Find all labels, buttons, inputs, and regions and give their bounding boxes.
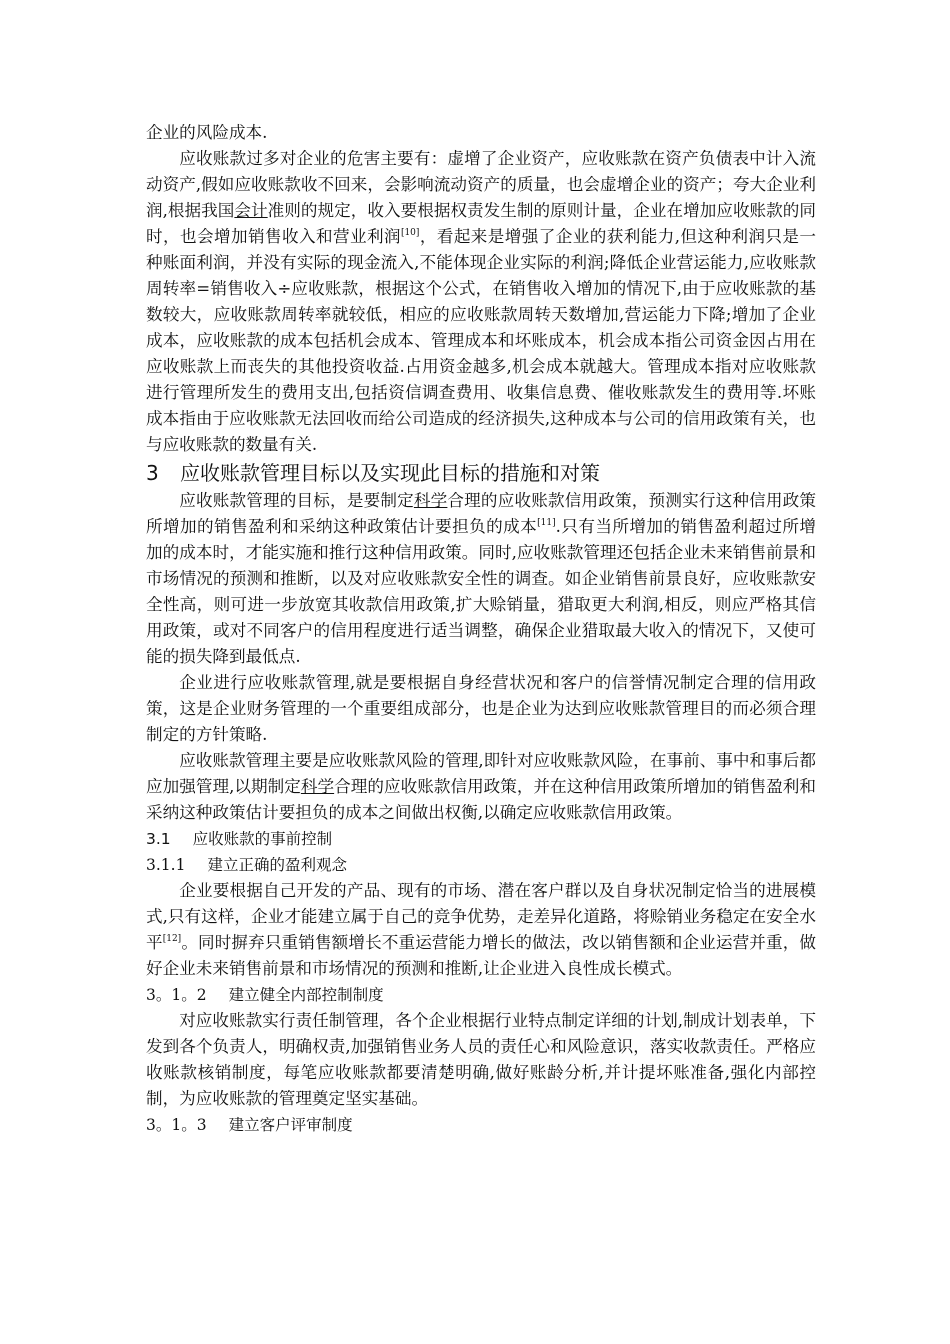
citation-11: [11] [537,518,556,528]
paragraph-2-text-a: 应收账款过多对企业的危害主要有：虚增了企业资产，应收账款在资产负债表中计入流动资产,假如应收账款收不回来，会影响流动资产的质量，也会虚增企业的资产；夸大企业利润,根据我国 [146,149,816,220]
paragraph-3-text-b: 合理的应收账款信用政策，预测实行这种信用政策所增加的销售盈利和采纳这种政策估计要担负的成本 [146,491,817,536]
link-science[interactable]: 科学 [413,491,448,510]
paragraph-7: 对应收账款实行责任制管理，各个企业根据行业特点制定详细的计划,制成计划表单，下发到各个负责人，明确权责,加强销售业务人员的责任心和风险意识，落实收款责任。严格应收账款核销制度，每笔应收账款都要清楚明确,做好账龄分析,并计提坏账准备,强化内部控制，为应收账款的管理奠定坚实基础。 [146,1011,816,1108]
subsubsection-heading-3-1-1 [146,852,816,878]
subsubsection-title: 建立客户评审制度 [228,1116,353,1134]
paragraph-6-text-b: 。同时摒弃只重销售额增长不重运营能力增长的做法，改以销售额和企业运营并重，做好企业未来销售前景和市场情况的预测和推断,让企业进入良性成长模式。 [146,933,817,978]
subsubsection-number: 3.1.1 [146,856,186,874]
subsection-number: 3.1 [146,830,171,848]
paragraph-3-text-c: .只有当所增加的销售盈利超过所增加的成本时，才能实施和推行这种信用政策。同时,应收账款管理还包括企业未来销售前景和市场情况的预测和推断，以及对应收账款安全性的调查。如企业销售前景良好，应收账款安全性高，则可进一步放宽其收款信用政策,扩大赊销量，猎取更大利润,相反，则应严格其信用政策，或对不同客户的信用程度进行适当调整，确保企业猎取最大收入的情况下，又使可能的损失降到最低点. [146,517,816,666]
section-title: 应收账款管理目标以及实现此目标的措施和对策 [180,461,600,485]
section-heading-3 [146,458,816,488]
paragraph-3-text-a: 应收账款管理的目标，是要制定 [179,491,414,510]
paragraph-6-text-a: 企业要根据自己开发的产品、现有的市场、潜在客户群以及自身状况制定恰当的进展模式,只有这样，企业才能建立属于自己的竞争优势，走差异化道路，将赊销业务稳定在安全水平 [146,881,816,952]
subsubsection-heading-3-1-3 [146,1112,816,1138]
link-accounting[interactable]: 会计 [234,201,268,220]
subsubsection-number: 3。1。3 [146,1116,207,1134]
paragraph-3 [146,488,816,670]
link-science-2[interactable]: 科学 [300,777,335,796]
subsection-title: 应收账款的事前控制 [192,830,333,848]
paragraph-2-text-b: 准则的规定，收入要根据权责发生制的原则计量，企业在增加应收账款的同时，也会增加销售收入和营业利润 [146,201,817,246]
paragraph-1: 企业的风险成本. [146,123,268,142]
paragraph-2 [146,146,816,458]
subsubsection-title: 建立健全内部控制制度 [228,986,384,1004]
subsection-heading-3-1 [146,826,816,852]
paragraph-4: 企业进行应收账款管理,就是要根据自身经营状况和客户的信誉情况制定合理的信用政策，这是企业财务管理的一个重要组成部分，也是企业为达到应收账款管理目的而必须合理制定的方针策略. [146,673,816,744]
subsubsection-number: 3。1。2 [146,986,207,1004]
citation-12: [12] [162,934,182,944]
paragraph-2-text-c: ，看起来是增强了企业的获利能力,但这种利润只是一种账面利润，并没有实际的现金流入,不能体现企业实际的利润;降低企业营运能力,应收账款周转率=销售收入÷应收账款，根据这个公式，在销售收入增加的情况下,由于应收账款的基数较大，应收账款周转率就较低，相应的应收账款周转天数增加,营运能力下降;增加了企业成本，应收账款的成本包括机会成本、管理成本和坏账成本，机会成本指公司资金因占用在应收账款上而丧失的其他投资收益.占用资金越多,机会成本就越大。管理成本指对应收账款进行管理所发生的费用支出,包括资信调查费用、收集信息费、催收账款发生的费用等.坏账成本指由于应收账款无法回收而给公司造成的经济损失,这种成本与公司的信用政策有关，也与应收账款的数量有关. [146,227,816,454]
subsubsection-heading-3-1-2 [146,982,816,1008]
citation-10: [10] [400,228,420,238]
subsubsection-title: 建立正确的盈利观念 [207,856,347,874]
paragraph-5 [146,748,816,826]
paragraph-5-text-b: 合理的应收账款信用政策，并在这种信用政策所增加的销售盈利和采纳这种政策估计要担负的成本之间做出权衡,以确定应收账款信用政策。 [146,777,817,822]
paragraph-5-text-a: 应收账款管理主要是应收账款风险的管理,即针对应收账款风险，在事前、事中和事后都应加强管理,以期制定 [146,751,816,796]
paragraph-6 [146,878,816,982]
section-number: 3 [146,461,159,485]
document-page [146,120,816,1138]
